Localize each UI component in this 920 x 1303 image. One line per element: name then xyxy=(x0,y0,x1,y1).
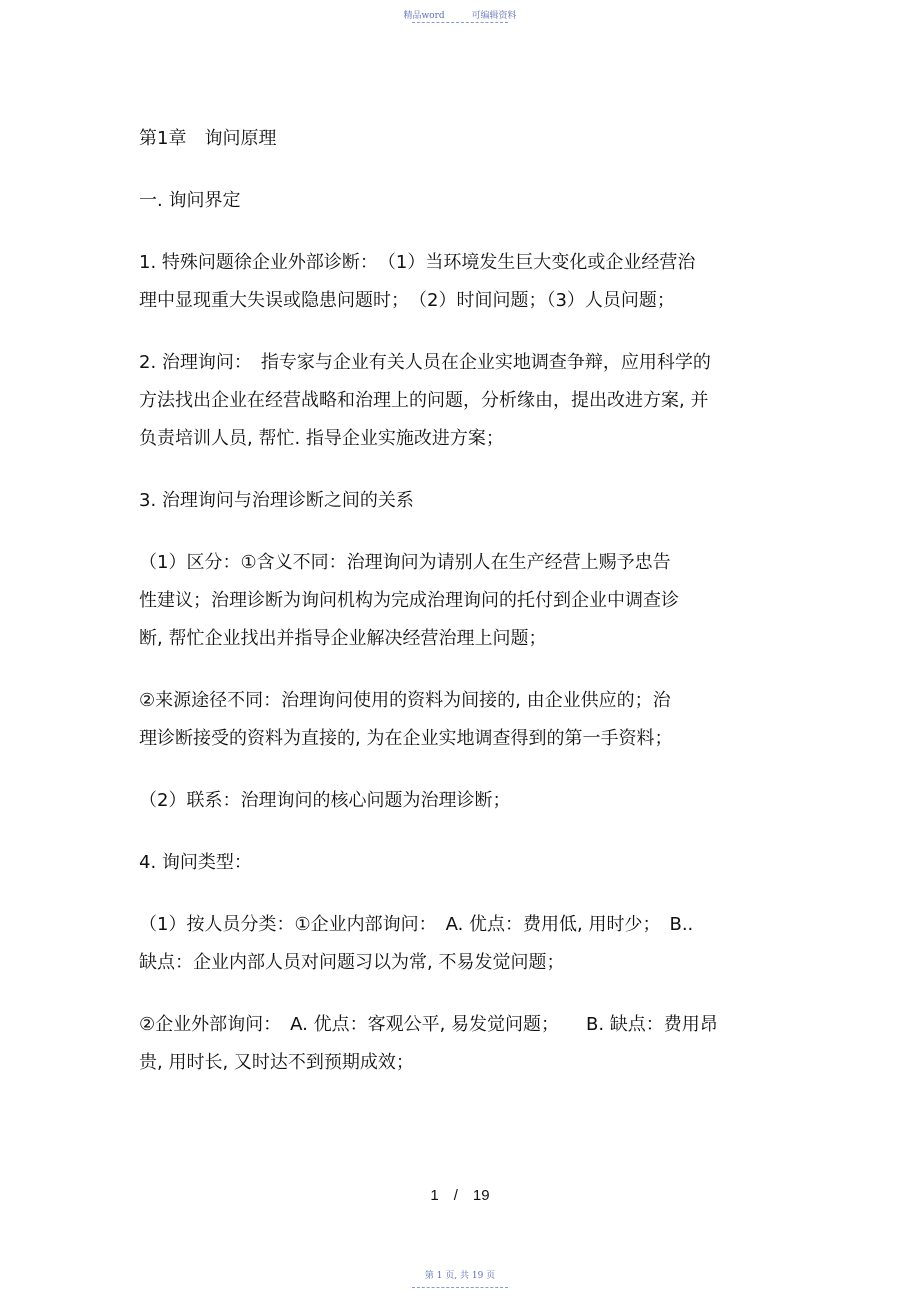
paragraph-line: ②企业外部询问： A. 优点：客观公平, 易发觉问题； B. 缺点：费用昂 xyxy=(139,1014,718,1035)
section-heading: 一. 询问界定 xyxy=(139,190,241,211)
page-header xyxy=(0,8,920,21)
page-number: 1 / 19 xyxy=(430,1187,490,1204)
paragraph-line: 负责培训人员, 帮忙. 指导企业实施改进方案； xyxy=(139,428,504,449)
header-left-text: 精品word xyxy=(403,11,445,21)
paragraph-line: 2. 治理询问： 指专家与企业有关人员在企业实地调查争辩，应用科学的 xyxy=(139,352,711,373)
paragraph-line: （2）联系：治理询问的核心问题为治理诊断； xyxy=(139,790,511,811)
paragraph-line: 理中显现重大失误或隐患问题时； （2）时间问题；（3）人员问题； xyxy=(139,290,675,311)
paragraph-line: 缺点：企业内部人员对问题习以为常, 不易发觉问题； xyxy=(139,952,565,973)
chapter-title: 第1章 询问原理 xyxy=(139,128,277,149)
header-right-text: 可编辑资料 xyxy=(471,11,517,21)
paragraph-line: 方法找出企业在经营战略和治理上的问题，分析缘由，提出改进方案, 并 xyxy=(139,390,709,411)
paragraph-line: ②来源途径不同：治理询问使用的资料为间接的, 由企业供应的；治 xyxy=(139,690,671,711)
paragraph-line: 1. 特殊问题徐企业外部诊断： （1）当环境发生巨大变化或企业经营治 xyxy=(139,252,696,273)
document-body xyxy=(139,120,789,1082)
paragraph-line: 性建议；治理诊断为询问机构为完成治理询问的托付到企业中调查诊 xyxy=(139,590,679,611)
paragraph-heading: 3. 治理询问与治理诊断之间的关系 xyxy=(139,490,414,511)
paragraph-heading: 4. 询问类型： xyxy=(139,852,252,873)
page-footer: 第 1 页, 共 19 页 xyxy=(424,1271,496,1281)
paragraph-line: 理诊断接受的资料为直接的, 为在企业实地调查得到的第一手资料； xyxy=(139,728,673,749)
paragraph-line: （1）按人员分类：①企业内部询问： A. 优点：费用低, 用时少； B.. xyxy=(139,914,694,935)
paragraph-line: （1）区分：①含义不同：治理询问为请别人在生产经营上赐予忠告 xyxy=(139,552,671,573)
paragraph-line: 贵, 用时长, 又时达不到预期成效； xyxy=(139,1052,414,1073)
footer-divider xyxy=(412,1287,508,1288)
paragraph-line: 断, 帮忙企业找出并指导企业解决经营治理上问题； xyxy=(139,628,547,649)
header-divider xyxy=(412,22,508,23)
